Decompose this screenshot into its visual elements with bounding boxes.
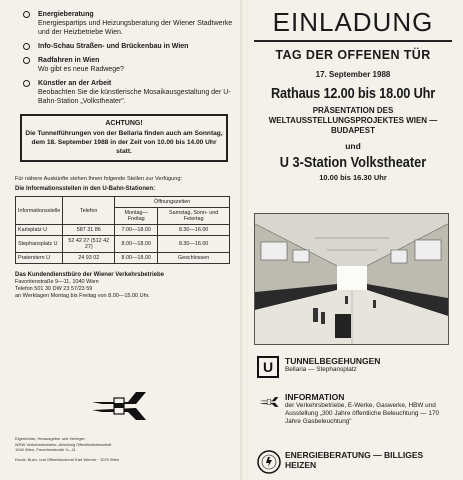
bullet-radfahren	[10, 56, 236, 74]
bullet-text: Wo gibt es neue Radwege?	[38, 66, 124, 73]
cell-phone: 52 42 27 (512 42 27)	[63, 236, 115, 253]
info-table	[15, 196, 230, 264]
bullet-kuenstler	[10, 79, 236, 106]
kundendienst-phone: Telefon 501 30 DW 23 57/23 59	[15, 286, 93, 292]
bullet-title: Info-Schau Straßen- und Brückenbau in Wien	[38, 43, 189, 50]
page-title: EINLADUNG	[254, 6, 452, 42]
notice-heading: ACHTUNG!	[105, 120, 143, 127]
bullet-text: Energiespartips und Heizungsberatung der Wiener Stadtwerke und der Heizbetriebe Wien.	[38, 20, 233, 36]
item-title: ENERGIEBERATUNG — BILLIGES HEIZEN	[285, 450, 424, 470]
cell-station: Karlsplatz U	[16, 225, 63, 236]
rathaus-time: Rathaus 12.00 bis 18.00 Uhr	[270, 85, 436, 102]
bullet-circle-icon	[23, 11, 30, 18]
col-hours: Öffnungszeiten	[115, 197, 230, 208]
bullet-text: Beobachten Sie die künstlerische Mosaikausgestaltung der U-Bahn-Station „Volkstheater".	[38, 89, 231, 105]
cell-phone: 587 31 86	[63, 225, 115, 236]
station-drawing	[254, 213, 449, 345]
bullet-title: Energieberatung	[38, 11, 94, 18]
cell-weekend: Geschlossen	[158, 253, 230, 264]
kundendienst-address: Favoritenstraße 9—11, 1040 Wien	[15, 279, 99, 285]
bullet-circle-icon	[23, 57, 30, 64]
fold-line	[240, 0, 248, 480]
kundendienst-block	[15, 272, 236, 300]
cell-weekend: 8.30—16.00	[158, 236, 230, 253]
col-weekend: Samstag, Sonn- und Feiertag	[158, 208, 230, 225]
col-weekday: Montag—Freitag	[115, 208, 158, 225]
bullet-info-schau	[10, 42, 236, 51]
imprint-line: 1040 Wien, Favoritenstraße 9—11	[15, 447, 76, 452]
kundendienst-title: Das Kundendienstbüro der Wiener Verkehrsbetriebe	[15, 272, 164, 278]
imprint	[15, 436, 215, 462]
u3-time: 10.00 bis 16.30 Uhr	[319, 173, 387, 182]
info-heading: Die Informationsstellen in den U-Bahn-Stationen:	[15, 186, 156, 192]
left-panel	[10, 10, 236, 300]
und-text: und	[345, 141, 361, 151]
bullet-circle-icon	[23, 80, 30, 87]
info-intro: Für nähere Auskünfte stehen Ihnen folgende Stellen zur Verfügung:	[15, 176, 182, 182]
wiener-linien-logo-icon	[257, 395, 281, 412]
bullet-title: Radfahren in Wien	[38, 57, 100, 64]
col-station: Informationsstelle	[16, 197, 63, 225]
table-row	[16, 225, 230, 236]
notice-box	[20, 114, 228, 162]
cell-weekday: 8.00—18.00	[115, 253, 158, 264]
bullet-energieberatung	[10, 10, 236, 37]
right-panel	[250, 6, 456, 182]
item-title: TUNNELBEGEHUNGEN	[285, 356, 381, 366]
u3-station-title: U 3-Station Volkstheater	[279, 154, 427, 171]
table-row	[16, 236, 230, 253]
col-phone: Telefon	[63, 197, 115, 225]
imprint-line: Druck: Buch- und Offsetdruckerei Karl Werner · 1070 Wien	[15, 456, 120, 462]
cell-weekend: 8.30—16.00	[158, 225, 230, 236]
item-text: der Verkehrsbetriebe, E-Werke, Gaswerke, HBW und Ausstellung „300 Jahre öffentliche Beleuchtung — 170 Jahre Gasbeleuchtung"	[285, 402, 440, 425]
event-date: 17. September 1988	[315, 70, 391, 79]
imprint-line: WSW Verkehrsbetriebe, Abteilung Öffentlichkeitsarbeit	[15, 441, 112, 447]
u-bahn-logo-icon	[257, 356, 279, 381]
cell-station: Stephansplatz U	[16, 236, 63, 253]
cell-weekday: 7.00—18.00	[115, 225, 158, 236]
energiesparen-badge-icon	[257, 450, 281, 477]
imprint-line: Eigentümer, Herausgeber und Verleger:	[15, 436, 86, 441]
cell-weekday: 8.00—18.00	[115, 236, 158, 253]
cell-phone: 24 93 02	[63, 253, 115, 264]
bullet-title: Künstler an der Arbeit	[38, 80, 112, 87]
item-text: Bellaria — Stephansplatz	[285, 366, 357, 373]
subtitle: TAG DER OFFENEN TÜR	[275, 48, 431, 62]
cell-station: Praterstern U	[16, 253, 63, 264]
wiener-linien-logo-icon	[88, 386, 150, 431]
item-title: INFORMATION	[285, 392, 345, 402]
praesentation-text: PRÄSENTATION DES WELTAUSSTELLUNGSPROJEKTES WIEN — BUDAPEST	[268, 106, 438, 135]
kundendienst-hours: an Werktagen Montag bis Freitag von 8.00—15.00 Uhr.	[15, 293, 150, 299]
bullet-circle-icon	[23, 43, 30, 50]
notice-text: Die Tunnelführungen von der Bellaria finden auch am Sonntag, dem 18. September 1988 in der Zeit von 10.00 bis 14.00 Uhr statt.	[25, 130, 223, 155]
svg-text:U: U	[262, 359, 274, 375]
table-row	[16, 253, 230, 264]
